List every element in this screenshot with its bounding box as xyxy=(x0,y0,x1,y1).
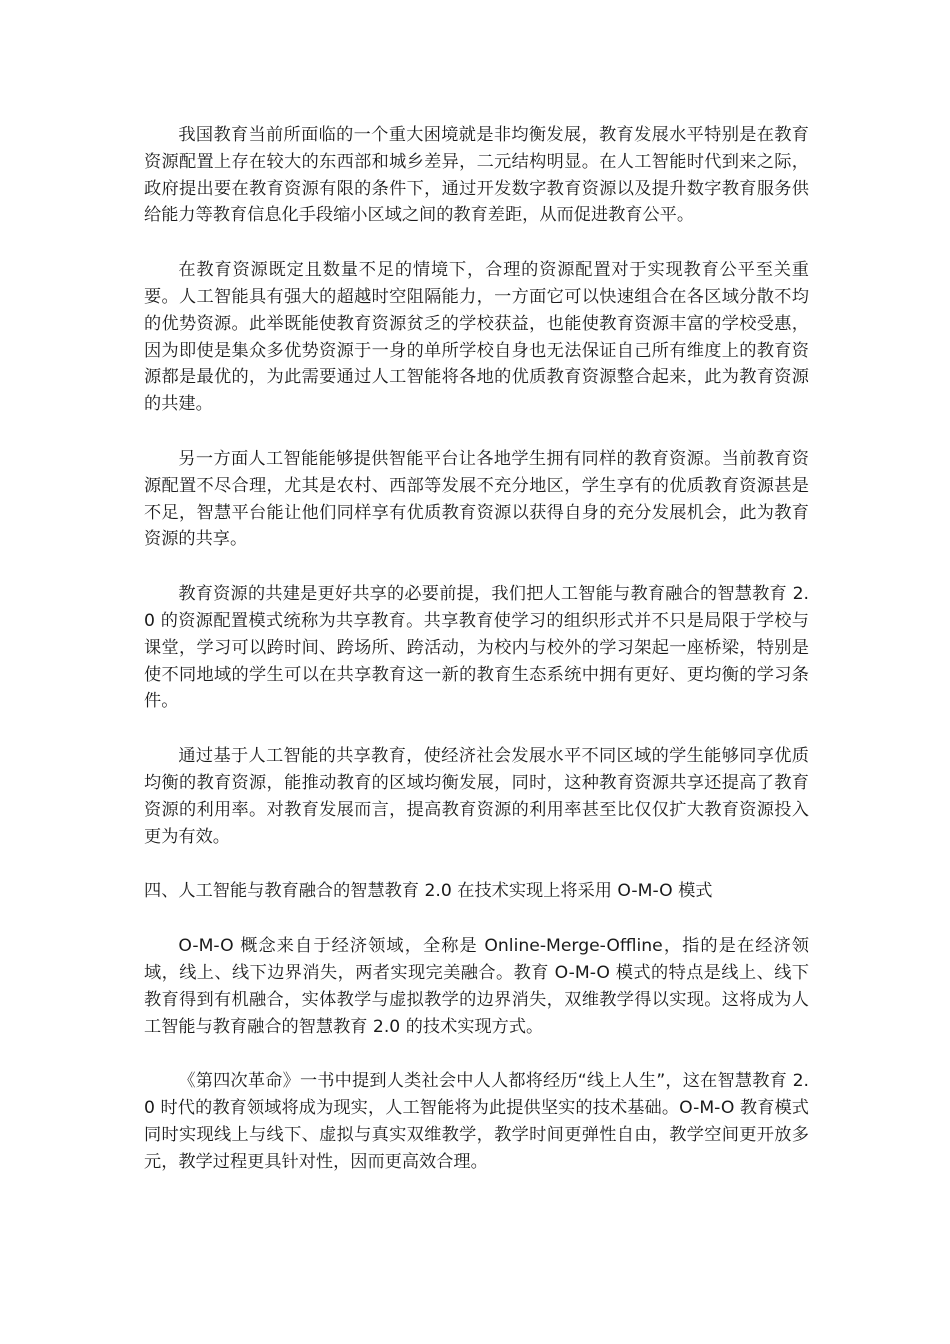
paragraph-shared-education: 教育资源的共建是更好共享的必要前提，我们把人工智能与教育融合的智慧教育 2.0 的资源配置模式统称为共享教育。共享教育使学习的组织形式并不只是局限于学校与课堂，学习可以跨时间、跨场所、跨活动，为校内与校外的学习架起一座桥梁，特别是使不同地域的学生可以在共享教育这一新的教育生态系统中拥有更好、更均衡的学习条件。 xyxy=(144,584,809,712)
document-page xyxy=(144,122,809,1204)
section-heading-omo: 四、人工智能与教育融合的智慧教育 2.0 在技术实现上将采用 O-M-O 模式 xyxy=(144,881,713,902)
paragraph-fourth-revolution: 《第四次革命》一书中提到人类社会中人人都将经历“线上人生”，这在智慧教育 2.0 时代的教育领域将成为现实，人工智能将为此提供坚实的技术基础。O-M-O 教育模式同时实现线上与线下、虚拟与真实双维教学，教学时间更弹性自由，教学空间更开放多元，教学过程更具针对性，因而更高效合理。 xyxy=(144,1071,809,1172)
paragraph-resource-co-construction: 在教育资源既定且数量不足的情境下，合理的资源配置对于实现教育公平至关重要。人工智能具有强大的超越时空阻隔能力，一方面它可以快速组合在各区域分散不均的优势资源。此举既能使教育资源贫乏的学校获益，也能使教育资源丰富的学校受惠，因为即使是集众多优势资源于一身的单所学校自身也无法保证自己所有维度上的教育资源都是最优的，为此需要通过人工智能将各地的优质教育资源整合起来，此为教育资源的共建。 xyxy=(144,260,809,415)
paragraph-omo-concept: O-M-O 概念来自于经济领域，全称是 Online-Merge-Offline，指的是在经济领域，线上、线下边界消失，两者实现完美融合。教育 O-M-O 模式的特点是线上、线下教育得到有机融合，实体教学与虚拟教学的边界消失，双维教学得以实现。这将成为人工智能与教育融合的智慧教育 2.0 的技术实现方式。 xyxy=(144,936,809,1037)
paragraph-education-imbalance: 我国教育当前所面临的一个重大困境就是非均衡发展，教育发展水平特别是在教育资源配置上存在较大的东西部和城乡差异，二元结构明显。在人工智能时代到来之际，政府提出要在教育资源有限的条件下，通过开发数字教育资源以及提升数字教育服务供给能力等教育信息化手段缩小区域之间的教育差距，从而促进教育公平。 xyxy=(144,125,809,226)
paragraph-resource-sharing: 另一方面人工智能能够提供智能平台让各地学生拥有同样的教育资源。当前教育资源配置不尽合理，尤其是农村、西部等发展不充分地区，学生享有的优质教育资源甚是不足，智慧平台能让他们同样享有优质教育资源以获得自身的充分发展机会，此为教育资源的共享。 xyxy=(144,448,809,550)
paragraph-regional-balance: 通过基于人工智能的共享教育，使经济社会发展水平不同区域的学生能够同享优质均衡的教育资源，能推动教育的区域均衡发展，同时，这种教育资源共享还提高了教育资源的利用率。对教育发展而言，提高教育资源的利用率甚至比仅仅扩大教育资源投入更为有效。 xyxy=(144,746,809,847)
